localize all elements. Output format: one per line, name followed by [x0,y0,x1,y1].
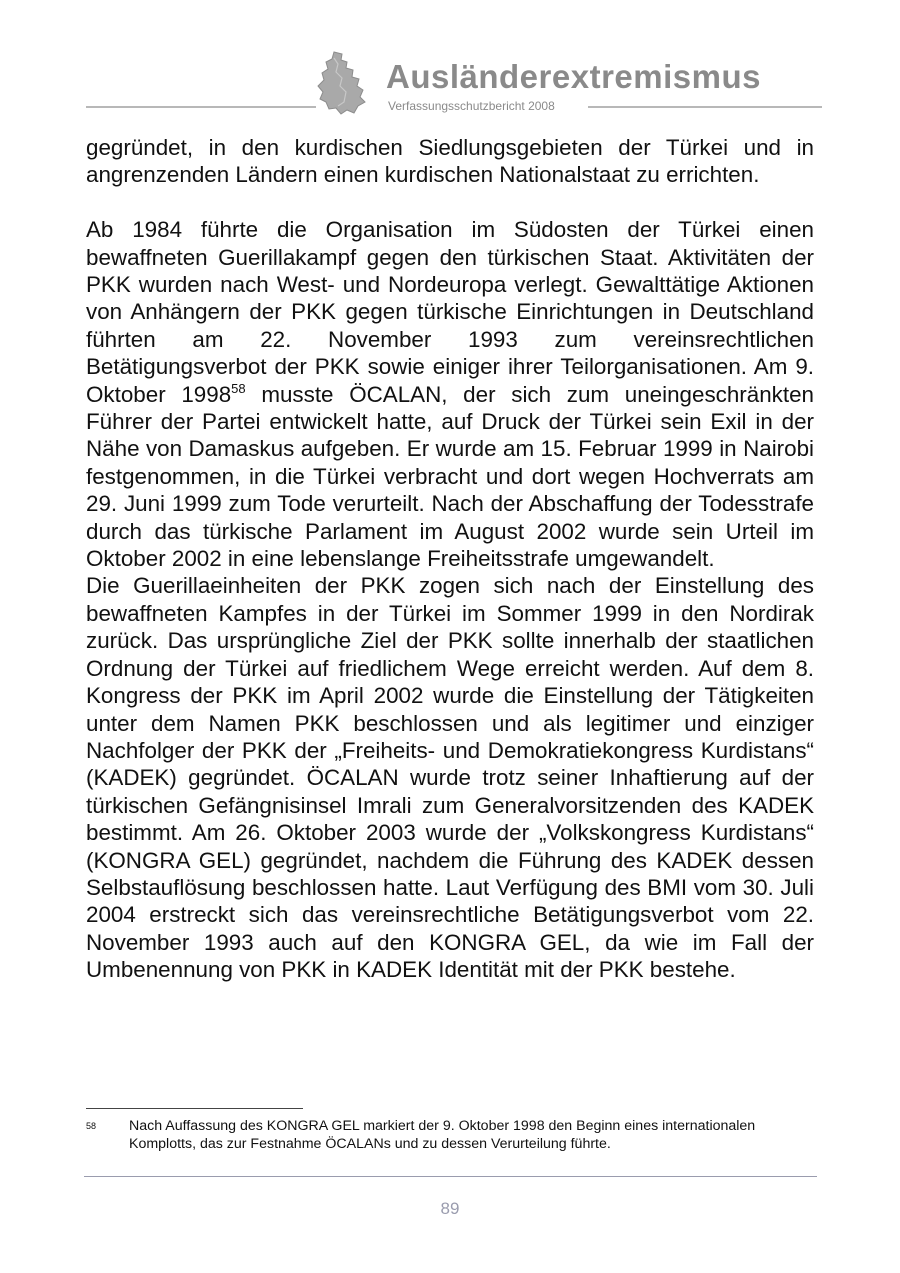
paragraph-text: musste ÖCALAN, der sich zum uneingeschränkten Führer der Partei entwickelt hatte, auf Druck der Türkei sein Exil in der Nähe von Damaskus aufgeben. Er wurde am 15. Februar 1999 in Nairobi festgenommen, in die Türkei verbracht und dort wegen Hochverrats am 29. Juni 1999 zum Tode verurteilt. Nach der Abschaffung der Todesstrafe durch das türkische Parlament im August 2002 wurde sein Urteil im Oktober 2002 in eine lebenslange Freiheitsstrafe umgewandelt. [86,381,814,572]
state-map-icon [316,50,372,116]
header-subtitle: Verfassungsschutzbericht 2008 [388,99,555,113]
header-rule-left [86,106,316,108]
paragraph-gap [86,189,814,216]
paragraph: Die Guerillaeinheiten der PKK zogen sich nach der Einstellung des bewaffneten Kampfes in der Türkei im Sommer 1999 in den Nordirak zurück. Das ursprüngliche Ziel der PKK sollte innerhalb der staatlichen Ordnung der Türkei auf friedlichem Wege erreicht werden. Auf dem 8. Kongress der PKK im April 2002 wurde die Einstellung der Tätigkeiten unter dem Namen PKK beschlossen und als legitimer und einziger Nachfolger der PKK der „Freiheits- und Demokratiekongress Kurdistans“ (KADEK) gegründet. ÖCALAN wurde trotz seiner Inhaftierung auf der türkischen Gefängnisinsel Imrali zum Generalvorsitzenden des KADEK bestimmt. Am 26. Oktober 2003 wurde der „Volkskongress Kurdistans“ (KONGRA GEL) gegründet, nachdem die Führung des KADEK dessen Selbstauflösung beschlossen hatte. Laut Verfügung des BMI vom 30. Juli 2004 erstreckt sich das vereinsrechtliche Betätigungsverbot vom 22. November 1993 auch auf den KONGRA GEL, da wie im Fall der Umbenennung von PKK in KADEK Identität mit der PKK bestehe. [86,573,814,983]
paragraph-text: Ab 1984 führte die Organisation im Südosten der Türkei einen bewaffneten Guerillakampf gegen den türkischen Staat. Aktivitäten der PKK wurden nach West- und Nordeuropa verlegt. Gewalttätige Aktionen von Anhängern der PKK gegen türkische Einrichtungen in Deutschland führten am 22. November 1993 zum vereinsrechtlichen Betätigungsverbot der PKK sowie einiger ihrer Teilorganisationen. Am 9. Oktober 1998 [86,217,814,407]
paragraph: gegründet, in den kurdischen Siedlungsgebieten der Türkei und in angrenzenden Ländern einen kurdischen Nationalstaat zu errichten. [86,135,814,188]
main-text [86,134,814,984]
footnote-text: Nach Auffassung des KONGRA GEL markiert der 9. Oktober 1998 den Beginn eines internationalen Komplotts, das zur Festnahme ÖCALANs und zu dessen Verurteilung führte. [129,1118,756,1152]
page-header [0,0,900,120]
footer-rule [84,1176,817,1177]
page-number: 89 [440,1199,460,1218]
paragraph [86,216,814,572]
footnote-number: 58 [86,1121,97,1131]
header-rule-right [588,106,822,108]
footnote-reference[interactable]: 58 [231,380,246,396]
footnote-separator [86,1108,303,1109]
header-title: Ausländerextremismus [386,58,761,95]
